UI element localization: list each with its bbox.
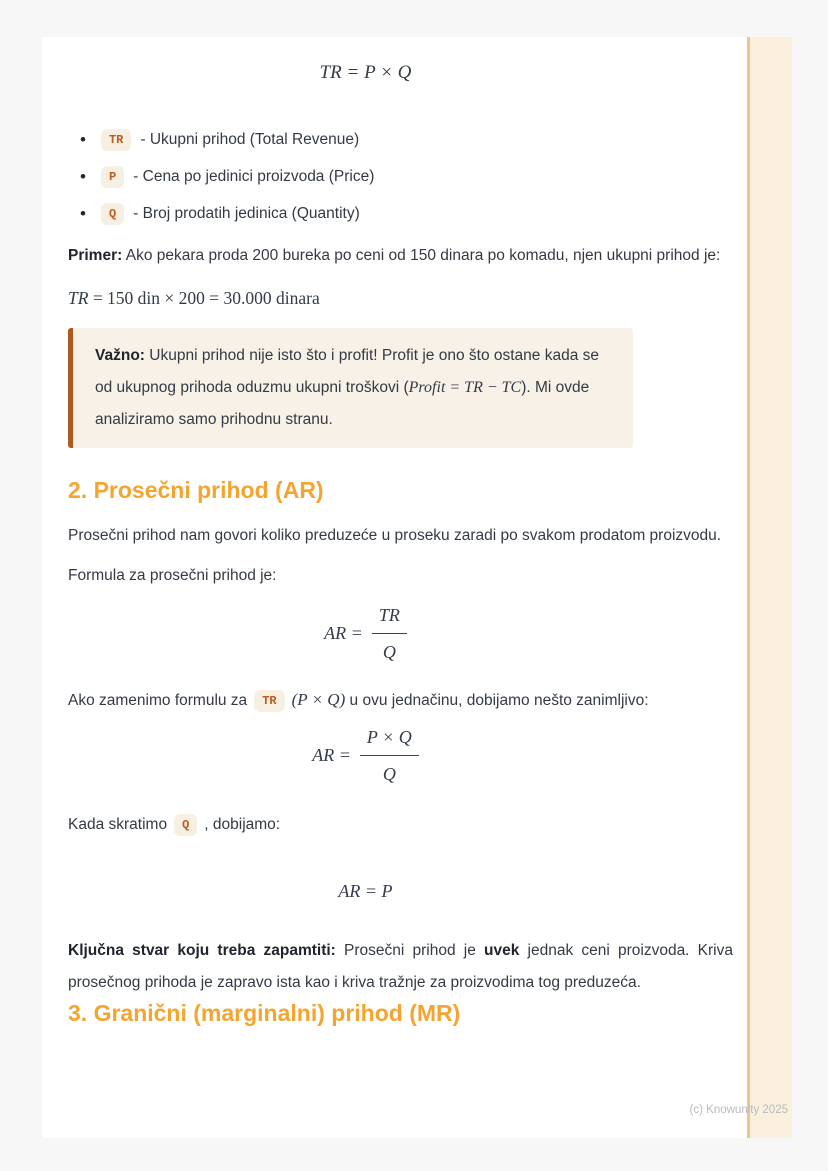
inline-formula-pq: (P × Q) (291, 690, 346, 709)
formula-tr-definition: TR = P × Q (319, 62, 412, 83)
variable-legend-list (68, 121, 733, 232)
key-point-lead: Ključna stvar koju treba zapamtiti: (68, 942, 336, 959)
important-callout (68, 328, 633, 448)
key-point-bold: uvek (484, 942, 520, 959)
formula-ar-definition (68, 602, 733, 664)
formula-tr-example (68, 282, 733, 314)
fraction-denominator: Q (382, 763, 396, 784)
legend-item-tr (68, 121, 733, 158)
section2-intro: Prosečni prihod nam govori koliko preduzeće u proseku zaradi po svakom prodatom proizvodu. (68, 527, 722, 544)
legend-item-text: - Cena po jedinici proizvoda (Price) (133, 167, 375, 185)
document-page (42, 37, 792, 1138)
formula-ar-substituted (68, 725, 733, 785)
formula-ar-equals-p: AR = P (338, 881, 393, 901)
fraction-numerator: P × Q (360, 721, 419, 756)
key-point-text-2: jednak ceni proizvoda. Kriva prosečnog prihoda je zapravo ista kao i kriva tražnje za proizvodima tog preduzeća. (68, 942, 733, 991)
formula-variable: TR (68, 288, 89, 308)
legend-item-p (68, 158, 733, 195)
cancel-paragraph (68, 809, 733, 841)
substitution-text-after: u ovu jednačinu, dobijamo nešto zanimljivo: (345, 692, 649, 709)
code-badge-p: P (101, 166, 124, 188)
code-badge-tr-inline: TR (254, 690, 284, 712)
formula-values: = 150 din × 200 = 30.000 dinara (88, 288, 320, 308)
bullet-marker: • (80, 130, 86, 149)
legend-item-q (68, 195, 733, 232)
fraction (360, 721, 419, 790)
callout-inline-formula: Profit = TR − TC (408, 379, 522, 396)
formula-lhs: AR = (312, 745, 351, 765)
callout-text-before: Ukupni prihod nije isto što i profit! Profit je ono što ostane kada se od ukupnog prihoda oduzmu ukupni troškovi ( (95, 347, 600, 396)
cancel-text-before: Kada skratimo (68, 816, 168, 833)
section2-formula-label: Formula za prosečni prihod je: (68, 567, 277, 584)
callout-lead: Važno: (95, 347, 145, 364)
example-text: Ako pekara proda 200 bureka po ceni od 150 dinara po komadu, njen ukupni prihod je: (122, 247, 721, 264)
fraction-numerator: TR (372, 599, 407, 634)
callout-paragraph (95, 340, 617, 436)
fraction (372, 599, 407, 668)
section-heading-2: 2. Prosečni prihod (AR) (68, 477, 324, 503)
key-point-text-1: Prosečni prihod je (335, 942, 484, 959)
substitution-text-before: Ako zamenimo formulu za (68, 692, 248, 709)
example-lead: Primer: (68, 247, 123, 264)
fraction-denominator: Q (382, 641, 396, 662)
substitution-paragraph (68, 684, 733, 717)
bullet-marker: • (80, 167, 86, 186)
legend-item-text: - Broj prodatih jedinica (Quantity) (133, 204, 360, 222)
bullet-marker: • (80, 204, 86, 223)
code-badge-tr: TR (101, 129, 131, 151)
page-edge-strip (747, 37, 792, 1138)
example-paragraph (68, 240, 733, 272)
code-badge-q-inline: Q (174, 814, 197, 836)
key-point-paragraph (68, 935, 733, 999)
cancel-text-after: , dobijamo: (204, 816, 281, 833)
formula-lhs: AR = (324, 623, 363, 643)
copyright-watermark: (c) Knowunity 2025 (689, 1104, 788, 1116)
callout-text-after: ). Mi ovde analiziramo samo prihodnu stranu. (95, 379, 590, 428)
section-heading-3: 3. Granični (marginalni) prihod (MR) (68, 1000, 461, 1026)
code-badge-q: Q (101, 203, 124, 225)
page-content (68, 37, 733, 1027)
legend-item-text: - Ukupni prihod (Total Revenue) (140, 130, 360, 148)
